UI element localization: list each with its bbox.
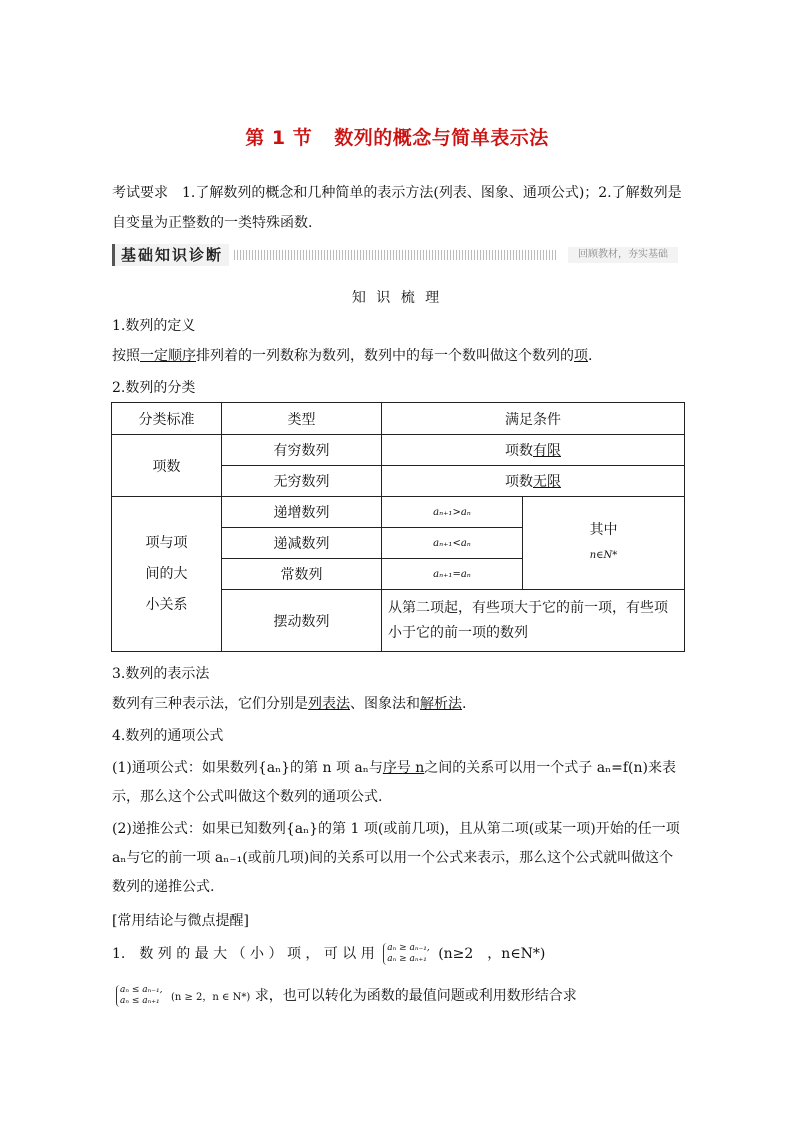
table-cell: 项数无限 <box>382 466 685 497</box>
s3-text: 数列有三种表示法，它们分别是列表法、图象法和解析法. <box>112 696 467 712</box>
table-cell: 递减数列 <box>222 528 382 559</box>
formula-cell: aₙ₊₁<aₙ <box>382 528 523 559</box>
exam-requirement <box>112 178 690 238</box>
banner-rule <box>234 250 558 260</box>
table-cell: 无穷数列 <box>222 466 382 497</box>
formula-cell: aₙ₊₁=aₙ <box>382 559 523 590</box>
table-cell: 摆动数列 <box>222 590 382 652</box>
classification-table <box>111 402 685 652</box>
system-min: aₙ ≤ aₙ₋₁, aₙ ≤ aₙ₊₁ <box>116 985 163 1007</box>
banner-subtitle: 回顾教材，夯实基础 <box>568 247 678 263</box>
banner-title: 基础知识诊断 <box>112 244 229 266</box>
section-banner <box>112 244 678 266</box>
note-1-line-1: 1. 数 列 的 最 大 （ 小 ） 项 ， 可 以 用 aₙ ≥ aₙ₋₁, aₙ ≥ aₙ₊₁ (n≥2 ，n∈N*) <box>112 943 546 964</box>
table-header: 类型 <box>222 403 382 435</box>
note-cell: 其中 n∈N* <box>523 497 685 590</box>
s1-text: 按照一定顺序排列着的一列数称为数列，数列中的每一个数叫做这个数列的项. <box>112 348 593 364</box>
table-cell: 常数列 <box>222 559 382 590</box>
requirement-label: 考试要求 <box>112 185 168 201</box>
s4-p2: (2)递推公式：如果已知数列{aₙ}的第 1 项(或前几项)，且从第二项(或某一项)开始的任一项 aₙ与它的前一项 aₙ₋₁(或前几项)间的关系可以用一个公式来表示，那么这个公式就叫做这个数列的递推公式. <box>112 821 680 895</box>
table-header: 分类标准 <box>112 403 222 435</box>
notes-heading: [常用结论与微点提醒] <box>112 913 249 929</box>
s4-p1: (1)通项公式：如果数列{aₙ}的第 n 项 aₙ与序号 n之间的关系可以用一个式子 aₙ=f(n)来表示，那么这个公式叫做这个数列的通项公式. <box>112 760 677 805</box>
knowledge-subheading: 知 识 梳 理 <box>351 290 443 306</box>
table-cell: 递增数列 <box>222 497 382 528</box>
s2-heading: 2.数列的分类 <box>112 380 196 396</box>
page-title: 第 1 节 数列的概念与简单表示法 <box>245 127 549 149</box>
group-label: 项与项 间的大 小关系 <box>112 497 222 652</box>
formula-cell: aₙ₊₁>aₙ <box>382 497 523 528</box>
table-header: 满足条件 <box>382 403 685 435</box>
requirement-text: 1.了解数列的概念和几种简单的表示方法(列表、图象、通项公式)；2.了解数列是自变量为正整数的一类特殊函数. <box>112 185 682 231</box>
group-label: 项数 <box>112 435 222 497</box>
s4-heading: 4.数列的通项公式 <box>112 728 224 744</box>
s3-heading: 3.数列的表示法 <box>112 666 210 682</box>
table-cell: 有穷数列 <box>222 435 382 466</box>
note-1-line-2: aₙ ≤ aₙ₋₁, aₙ ≤ aₙ₊₁ (n ≥ 2，n ∈ N*) 求，也可以转化为函数的最值问题或利用数形结合求 <box>112 985 686 1007</box>
table-cell: 项数有限 <box>382 435 685 466</box>
s1-heading: 1.数列的定义 <box>112 318 196 334</box>
table-cell: 从第二项起，有些项大于它的前一项，有些项小于它的前一项的数列 <box>382 590 685 652</box>
system-max: aₙ ≥ aₙ₋₁, aₙ ≥ aₙ₊₁ <box>383 943 430 965</box>
